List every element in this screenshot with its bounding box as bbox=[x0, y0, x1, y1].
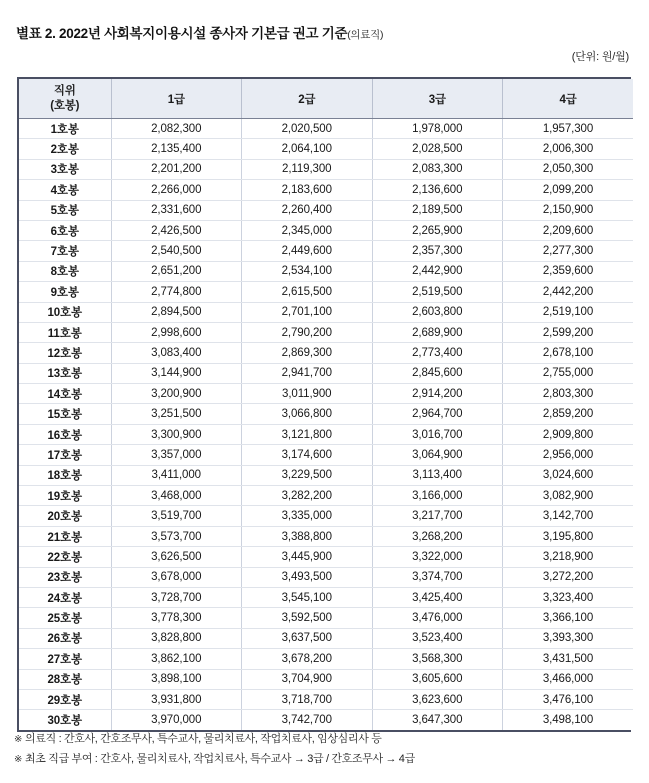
rank-cell: 30호봉 bbox=[19, 710, 111, 730]
amount-cell-grade-2: 3,493,500 bbox=[242, 567, 373, 587]
amount-cell-grade-3: 3,268,200 bbox=[372, 526, 503, 546]
amount-cell-grade-1: 3,144,900 bbox=[111, 363, 242, 383]
amount-cell-grade-1: 2,082,300 bbox=[111, 119, 242, 139]
amount-cell-grade-3: 3,166,000 bbox=[372, 486, 503, 506]
amount-cell-grade-4: 2,442,200 bbox=[503, 282, 634, 302]
rank-cell: 15호봉 bbox=[19, 404, 111, 424]
amount-cell-grade-3: 3,523,400 bbox=[372, 628, 503, 648]
amount-cell-grade-4: 3,498,100 bbox=[503, 710, 634, 730]
amount-cell-grade-1: 3,678,000 bbox=[111, 567, 242, 587]
rank-cell: 8호봉 bbox=[19, 261, 111, 281]
amount-cell-grade-4: 3,142,700 bbox=[503, 506, 634, 526]
column-header-grade-1: 1급 bbox=[111, 79, 242, 119]
rank-cell: 18호봉 bbox=[19, 465, 111, 485]
rank-cell: 22호봉 bbox=[19, 547, 111, 567]
column-header-rank-line1: 직위 bbox=[53, 85, 76, 98]
amount-cell-grade-3: 3,647,300 bbox=[372, 710, 503, 730]
amount-cell-grade-3: 3,113,400 bbox=[372, 465, 503, 485]
table-row bbox=[19, 526, 633, 546]
table-row bbox=[19, 220, 633, 240]
page-title-main: 별표 2. 2022년 사회복지이용시설 종사자 기본급 권고 기준 bbox=[16, 26, 348, 41]
amount-cell-grade-2: 2,449,600 bbox=[242, 241, 373, 261]
footnote-item bbox=[14, 731, 634, 748]
amount-cell-grade-2: 3,704,900 bbox=[242, 669, 373, 689]
amount-cell-grade-4: 3,476,100 bbox=[503, 689, 634, 709]
amount-cell-grade-3: 2,028,500 bbox=[372, 139, 503, 159]
rank-cell: 4호봉 bbox=[19, 180, 111, 200]
table-row bbox=[19, 200, 633, 220]
rank-cell: 3호봉 bbox=[19, 159, 111, 179]
amount-cell-grade-2: 3,282,200 bbox=[242, 486, 373, 506]
amount-cell-grade-4: 2,599,200 bbox=[503, 322, 634, 342]
amount-cell-grade-1: 2,135,400 bbox=[111, 139, 242, 159]
amount-cell-grade-4: 3,323,400 bbox=[503, 587, 634, 607]
amount-cell-grade-2: 3,335,000 bbox=[242, 506, 373, 526]
rank-cell: 7호봉 bbox=[19, 241, 111, 261]
amount-cell-grade-1: 2,331,600 bbox=[111, 200, 242, 220]
table-row bbox=[19, 669, 633, 689]
amount-cell-grade-3: 2,603,800 bbox=[372, 302, 503, 322]
amount-cell-grade-3: 3,374,700 bbox=[372, 567, 503, 587]
rank-cell: 2호봉 bbox=[19, 139, 111, 159]
amount-cell-grade-3: 2,689,900 bbox=[372, 322, 503, 342]
rank-cell: 17호봉 bbox=[19, 445, 111, 465]
table-row bbox=[19, 180, 633, 200]
table-row bbox=[19, 363, 633, 383]
amount-cell-grade-1: 2,774,800 bbox=[111, 282, 242, 302]
column-header-grade-4: 4급 bbox=[503, 79, 634, 119]
amount-cell-grade-2: 2,941,700 bbox=[242, 363, 373, 383]
page-title bbox=[16, 22, 383, 43]
amount-cell-grade-1: 2,651,200 bbox=[111, 261, 242, 281]
amount-cell-grade-4: 3,393,300 bbox=[503, 628, 634, 648]
amount-cell-grade-4: 3,431,500 bbox=[503, 649, 634, 669]
table-row bbox=[19, 241, 633, 261]
amount-cell-grade-3: 3,476,000 bbox=[372, 608, 503, 628]
amount-cell-grade-3: 3,322,000 bbox=[372, 547, 503, 567]
amount-cell-grade-3: 2,265,900 bbox=[372, 220, 503, 240]
amount-cell-grade-2: 3,445,900 bbox=[242, 547, 373, 567]
amount-cell-grade-4: 2,006,300 bbox=[503, 139, 634, 159]
amount-cell-grade-3: 2,357,300 bbox=[372, 241, 503, 261]
amount-cell-grade-1: 3,083,400 bbox=[111, 343, 242, 363]
amount-cell-grade-4: 2,050,300 bbox=[503, 159, 634, 179]
amount-cell-grade-1: 2,266,000 bbox=[111, 180, 242, 200]
rank-cell: 11호봉 bbox=[19, 322, 111, 342]
salary-table-container bbox=[17, 77, 631, 732]
amount-cell-grade-3: 3,568,300 bbox=[372, 649, 503, 669]
amount-cell-grade-1: 3,468,000 bbox=[111, 486, 242, 506]
rank-cell: 12호봉 bbox=[19, 343, 111, 363]
amount-cell-grade-4: 3,082,900 bbox=[503, 486, 634, 506]
amount-cell-grade-2: 3,637,500 bbox=[242, 628, 373, 648]
amount-cell-grade-4: 2,099,200 bbox=[503, 180, 634, 200]
table-row bbox=[19, 486, 633, 506]
page-title-parenthetical: (의료직) bbox=[347, 29, 384, 41]
table-row bbox=[19, 322, 633, 342]
amount-cell-grade-3: 2,773,400 bbox=[372, 343, 503, 363]
rank-cell: 10호봉 bbox=[19, 302, 111, 322]
amount-cell-grade-2: 2,790,200 bbox=[242, 322, 373, 342]
table-row bbox=[19, 608, 633, 628]
table-row bbox=[19, 119, 633, 139]
rank-cell: 13호봉 bbox=[19, 363, 111, 383]
amount-cell-grade-2: 2,119,300 bbox=[242, 159, 373, 179]
table-row bbox=[19, 628, 633, 648]
amount-cell-grade-3: 3,064,900 bbox=[372, 445, 503, 465]
amount-cell-grade-2: 3,388,800 bbox=[242, 526, 373, 546]
amount-cell-grade-2: 3,545,100 bbox=[242, 587, 373, 607]
amount-cell-grade-4: 2,209,600 bbox=[503, 220, 634, 240]
table-row bbox=[19, 139, 633, 159]
amount-cell-grade-1: 2,426,500 bbox=[111, 220, 242, 240]
rank-cell: 23호봉 bbox=[19, 567, 111, 587]
table-header-row bbox=[19, 79, 633, 119]
rank-cell: 24호봉 bbox=[19, 587, 111, 607]
amount-cell-grade-4: 2,277,300 bbox=[503, 241, 634, 261]
amount-cell-grade-4: 2,519,100 bbox=[503, 302, 634, 322]
amount-cell-grade-2: 3,592,500 bbox=[242, 608, 373, 628]
amount-cell-grade-1: 3,411,000 bbox=[111, 465, 242, 485]
table-row bbox=[19, 159, 633, 179]
amount-cell-grade-3: 2,442,900 bbox=[372, 261, 503, 281]
amount-cell-grade-2: 2,534,100 bbox=[242, 261, 373, 281]
rank-cell: 25호봉 bbox=[19, 608, 111, 628]
amount-cell-grade-2: 3,121,800 bbox=[242, 424, 373, 444]
amount-cell-grade-3: 2,845,600 bbox=[372, 363, 503, 383]
rank-cell: 5호봉 bbox=[19, 200, 111, 220]
footnote-text: 의료직 : 간호사, 간호조무사, 특수교사, 물리치료사, 작업치료사, 임상심리사 등 bbox=[25, 733, 382, 745]
column-header-grade-3: 3급 bbox=[372, 79, 503, 119]
amount-cell-grade-1: 3,898,100 bbox=[111, 669, 242, 689]
table-row bbox=[19, 302, 633, 322]
amount-cell-grade-1: 3,970,000 bbox=[111, 710, 242, 730]
rank-cell: 6호봉 bbox=[19, 220, 111, 240]
rank-cell: 14호봉 bbox=[19, 384, 111, 404]
amount-cell-grade-2: 3,011,900 bbox=[242, 384, 373, 404]
amount-cell-grade-2: 3,678,200 bbox=[242, 649, 373, 669]
amount-cell-grade-1: 2,998,600 bbox=[111, 322, 242, 342]
table-row bbox=[19, 506, 633, 526]
amount-cell-grade-2: 3,174,600 bbox=[242, 445, 373, 465]
amount-cell-grade-1: 3,357,000 bbox=[111, 445, 242, 465]
amount-cell-grade-2: 2,260,400 bbox=[242, 200, 373, 220]
amount-cell-grade-1: 3,862,100 bbox=[111, 649, 242, 669]
footnote-mark: ※ bbox=[14, 754, 23, 766]
amount-cell-grade-2: 3,742,700 bbox=[242, 710, 373, 730]
table-row bbox=[19, 587, 633, 607]
amount-cell-grade-2: 2,020,500 bbox=[242, 119, 373, 139]
table-row bbox=[19, 384, 633, 404]
table-row bbox=[19, 404, 633, 424]
table-row bbox=[19, 649, 633, 669]
amount-cell-grade-2: 2,183,600 bbox=[242, 180, 373, 200]
table-row bbox=[19, 689, 633, 709]
amount-cell-grade-2: 2,701,100 bbox=[242, 302, 373, 322]
amount-cell-grade-3: 3,217,700 bbox=[372, 506, 503, 526]
amount-cell-grade-4: 3,024,600 bbox=[503, 465, 634, 485]
amount-cell-grade-2: 3,229,500 bbox=[242, 465, 373, 485]
amount-cell-grade-3: 2,189,500 bbox=[372, 200, 503, 220]
amount-cell-grade-1: 3,573,700 bbox=[111, 526, 242, 546]
rank-cell: 9호봉 bbox=[19, 282, 111, 302]
table-row bbox=[19, 445, 633, 465]
table-row bbox=[19, 465, 633, 485]
amount-cell-grade-2: 2,064,100 bbox=[242, 139, 373, 159]
amount-cell-grade-4: 2,150,900 bbox=[503, 200, 634, 220]
amount-cell-grade-3: 2,914,200 bbox=[372, 384, 503, 404]
amount-cell-grade-2: 2,869,300 bbox=[242, 343, 373, 363]
amount-cell-grade-3: 1,978,000 bbox=[372, 119, 503, 139]
rank-cell: 26호봉 bbox=[19, 628, 111, 648]
amount-cell-grade-3: 3,016,700 bbox=[372, 424, 503, 444]
amount-cell-grade-1: 3,200,900 bbox=[111, 384, 242, 404]
amount-cell-grade-3: 2,083,300 bbox=[372, 159, 503, 179]
amount-cell-grade-2: 2,615,500 bbox=[242, 282, 373, 302]
footnote-item bbox=[14, 751, 634, 768]
salary-table bbox=[19, 79, 633, 730]
amount-cell-grade-4: 2,909,800 bbox=[503, 424, 634, 444]
amount-cell-grade-1: 3,626,500 bbox=[111, 547, 242, 567]
footnotes bbox=[14, 731, 634, 771]
amount-cell-grade-4: 2,803,300 bbox=[503, 384, 634, 404]
footnote-mark: ※ bbox=[14, 734, 23, 745]
amount-cell-grade-4: 3,218,900 bbox=[503, 547, 634, 567]
table-row bbox=[19, 567, 633, 587]
amount-cell-grade-4: 2,956,000 bbox=[503, 445, 634, 465]
table-body bbox=[19, 119, 633, 730]
rank-cell: 1호봉 bbox=[19, 119, 111, 139]
amount-cell-grade-1: 3,778,300 bbox=[111, 608, 242, 628]
amount-cell-grade-1: 2,201,200 bbox=[111, 159, 242, 179]
column-header-rank-line2: (호봉) bbox=[50, 99, 80, 112]
rank-cell: 16호봉 bbox=[19, 424, 111, 444]
rank-cell: 29호봉 bbox=[19, 689, 111, 709]
rank-cell: 20호봉 bbox=[19, 506, 111, 526]
amount-cell-grade-1: 2,540,500 bbox=[111, 241, 242, 261]
amount-cell-grade-2: 3,718,700 bbox=[242, 689, 373, 709]
amount-cell-grade-4: 2,755,000 bbox=[503, 363, 634, 383]
amount-cell-grade-1: 2,894,500 bbox=[111, 302, 242, 322]
table-row bbox=[19, 424, 633, 444]
table-row bbox=[19, 261, 633, 281]
rank-cell: 19호봉 bbox=[19, 486, 111, 506]
amount-cell-grade-3: 2,136,600 bbox=[372, 180, 503, 200]
unit-note: (단위: 원/월) bbox=[571, 51, 629, 63]
amount-cell-grade-4: 2,859,200 bbox=[503, 404, 634, 424]
column-header-grade-2: 2급 bbox=[242, 79, 373, 119]
amount-cell-grade-4: 3,195,800 bbox=[503, 526, 634, 546]
rank-cell: 27호봉 bbox=[19, 649, 111, 669]
table-row bbox=[19, 547, 633, 567]
column-header-rank bbox=[19, 79, 111, 119]
table-row bbox=[19, 710, 633, 730]
amount-cell-grade-4: 1,957,300 bbox=[503, 119, 634, 139]
amount-cell-grade-4: 3,272,200 bbox=[503, 567, 634, 587]
amount-cell-grade-1: 3,519,700 bbox=[111, 506, 242, 526]
table-header bbox=[19, 79, 633, 119]
rank-cell: 28호봉 bbox=[19, 669, 111, 689]
amount-cell-grade-4: 3,466,000 bbox=[503, 669, 634, 689]
amount-cell-grade-2: 3,066,800 bbox=[242, 404, 373, 424]
amount-cell-grade-4: 2,359,600 bbox=[503, 261, 634, 281]
amount-cell-grade-3: 3,425,400 bbox=[372, 587, 503, 607]
amount-cell-grade-2: 2,345,000 bbox=[242, 220, 373, 240]
amount-cell-grade-4: 2,678,100 bbox=[503, 343, 634, 363]
amount-cell-grade-1: 3,251,500 bbox=[111, 404, 242, 424]
table-row bbox=[19, 343, 633, 363]
amount-cell-grade-1: 3,300,900 bbox=[111, 424, 242, 444]
amount-cell-grade-3: 2,519,500 bbox=[372, 282, 503, 302]
rank-cell: 21호봉 bbox=[19, 526, 111, 546]
footnote-text: 최초 직급 부여 : 간호사, 물리치료사, 작업치료사, 특수교사 → 3급 / 간호조무사 → 4급 bbox=[25, 753, 415, 766]
table-row bbox=[19, 282, 633, 302]
amount-cell-grade-4: 3,366,100 bbox=[503, 608, 634, 628]
amount-cell-grade-1: 3,728,700 bbox=[111, 587, 242, 607]
amount-cell-grade-3: 2,964,700 bbox=[372, 404, 503, 424]
amount-cell-grade-1: 3,931,800 bbox=[111, 689, 242, 709]
amount-cell-grade-3: 3,623,600 bbox=[372, 689, 503, 709]
amount-cell-grade-1: 3,828,800 bbox=[111, 628, 242, 648]
amount-cell-grade-3: 3,605,600 bbox=[372, 669, 503, 689]
